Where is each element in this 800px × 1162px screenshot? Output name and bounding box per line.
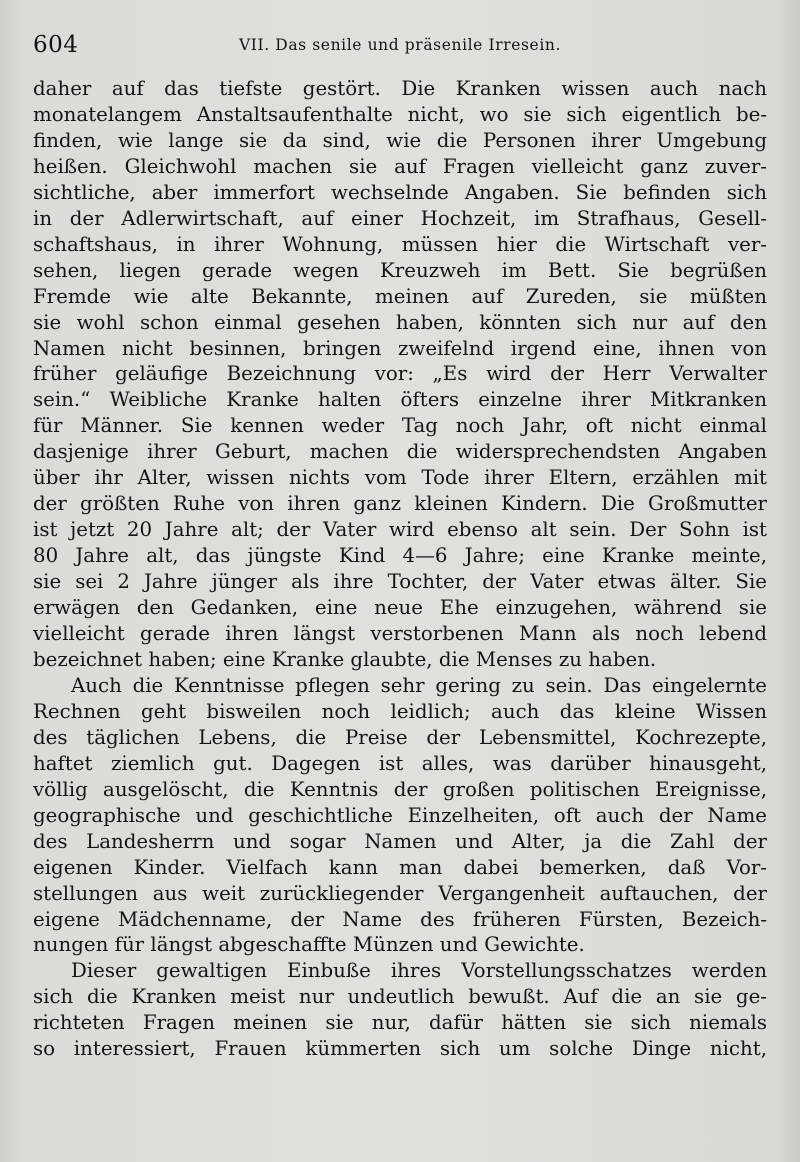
text-line: finden, wie lange sie da sind, wie die Personen ihrer Umgebung — [33, 128, 767, 152]
text-line: früher geläufige Bezeichnung vor: „Es wird der Herr Verwalter — [33, 362, 767, 386]
text-line: der größten Ruhe von ihren ganz kleinen Kindern. Die Großmutter — [33, 492, 767, 516]
paragraph-3 — [33, 958, 767, 1062]
text-line: daher auf das tiefste gestört. Die Kranken wissen auch nach — [33, 77, 767, 100]
text-line: Fremde wie alte Bekannte, meinen auf Zureden, sie müßten — [33, 284, 767, 308]
paragraph-1 — [33, 76, 767, 673]
text-line: sie wohl schon einmal gesehen haben, könnten sich nur auf den — [33, 310, 767, 334]
text-line: bezeichnet haben; eine Kranke glaubte, die Menses zu haben. — [33, 647, 657, 671]
text-line: monatelangem Anstaltsaufenthalte nicht, wo sie sich eigentlich be- — [33, 102, 767, 126]
text-line: eigene Mädchenname, der Name des früheren Fürsten, Bezeich- — [33, 907, 767, 931]
text-line: für Männer. Sie kennen weder Tag noch Jahr, oft nicht einmal — [33, 414, 767, 438]
text-line: eigenen Kinder. Vielfach kann man dabei bemerken, daß Vor- — [33, 855, 767, 879]
text-line: des täglichen Lebens, die Preise der Lebensmittel, Kochrezepte, — [33, 725, 767, 749]
text-line: sie sei 2 Jahre jünger als ihre Tochter, der Vater etwas älter. Sie — [33, 570, 767, 594]
text-line: geographische und geschichtliche Einzelheiten, oft auch der Name — [33, 803, 767, 827]
text-line: dasjenige ihrer Geburt, machen die widersprechendsten Angaben — [33, 440, 767, 464]
paragraph-2 — [33, 673, 767, 958]
running-head: VII. Das senile und präsenile Irresein. — [239, 36, 561, 54]
text-line: stellungen aus weit zurückliegender Vergangenheit auftauchen, der — [33, 881, 767, 905]
text-line: sich die Kranken meist nur undeutlich bewußt. Auf die an sie ge- — [33, 985, 767, 1009]
text-line: heißen. Gleichwohl machen sie auf Fragen vielleicht ganz zuver- — [33, 154, 767, 178]
text-line: haftet ziemlich gut. Dagegen ist alles, was darüber hinausgeht, — [33, 751, 767, 775]
text-line: sein.“ Weibliche Kranke halten öfters einzelne ihrer Mitkranken — [33, 388, 767, 412]
text-line: schaftshaus, in ihrer Wohnung, müssen hier die Wirtschaft ver- — [33, 232, 767, 256]
text-line: 80 Jahre alt, das jüngste Kind 4—6 Jahre; eine Kranke meinte, — [33, 544, 767, 568]
text-line: erwägen den Gedanken, eine neue Ehe einzugehen, während sie — [33, 596, 767, 620]
text-line: völlig ausgelöscht, die Kenntnis der großen politischen Ereignisse, — [33, 777, 767, 801]
text-line: Rechnen geht bisweilen noch leidlich; auch das kleine Wissen — [33, 699, 767, 723]
text-line: so interessiert, Frauen kümmerten sich um solche Dinge nicht, — [33, 1037, 767, 1061]
text-line: Namen nicht besinnen, bringen zweifelnd irgend eine, ihnen von — [33, 336, 767, 360]
text-line: sichtliche, aber immerfort wechselnde Angaben. Sie befinden sich — [33, 180, 767, 204]
text-line: sehen, liegen gerade wegen Kreuzweh im Bett. Sie begrüßen — [33, 258, 767, 282]
body-text — [33, 76, 767, 1062]
text-line: des Landesherrn und sogar Namen und Alter, ja die Zahl der — [33, 829, 767, 853]
page-header — [33, 32, 767, 62]
text-line: vielleicht gerade ihren längst verstorbenen Mann als noch lebend — [33, 622, 767, 646]
text-line: über ihr Alter, wissen nichts vom Tode ihrer Eltern, erzählen mit — [33, 466, 767, 490]
text-line: Auch die Kenntnisse pflegen sehr gering zu sein. Das eingelernte — [71, 673, 767, 697]
text-line: ist jetzt 20 Jahre alt; der Vater wird ebenso alt sein. Der Sohn ist — [33, 518, 767, 542]
text-line: Dieser gewaltigen Einbuße ihres Vorstellungsschatzes werden — [71, 959, 767, 983]
text-line: richteten Fragen meinen sie nur, dafür hätten sie sich niemals — [33, 1011, 767, 1035]
text-line: nungen für längst abgeschaffte Münzen und Gewichte. — [33, 933, 585, 957]
page-number: 604 — [33, 32, 79, 58]
text-line: in der Adlerwirtschaft, auf einer Hochzeit, im Strafhaus, Gesell- — [33, 206, 767, 230]
